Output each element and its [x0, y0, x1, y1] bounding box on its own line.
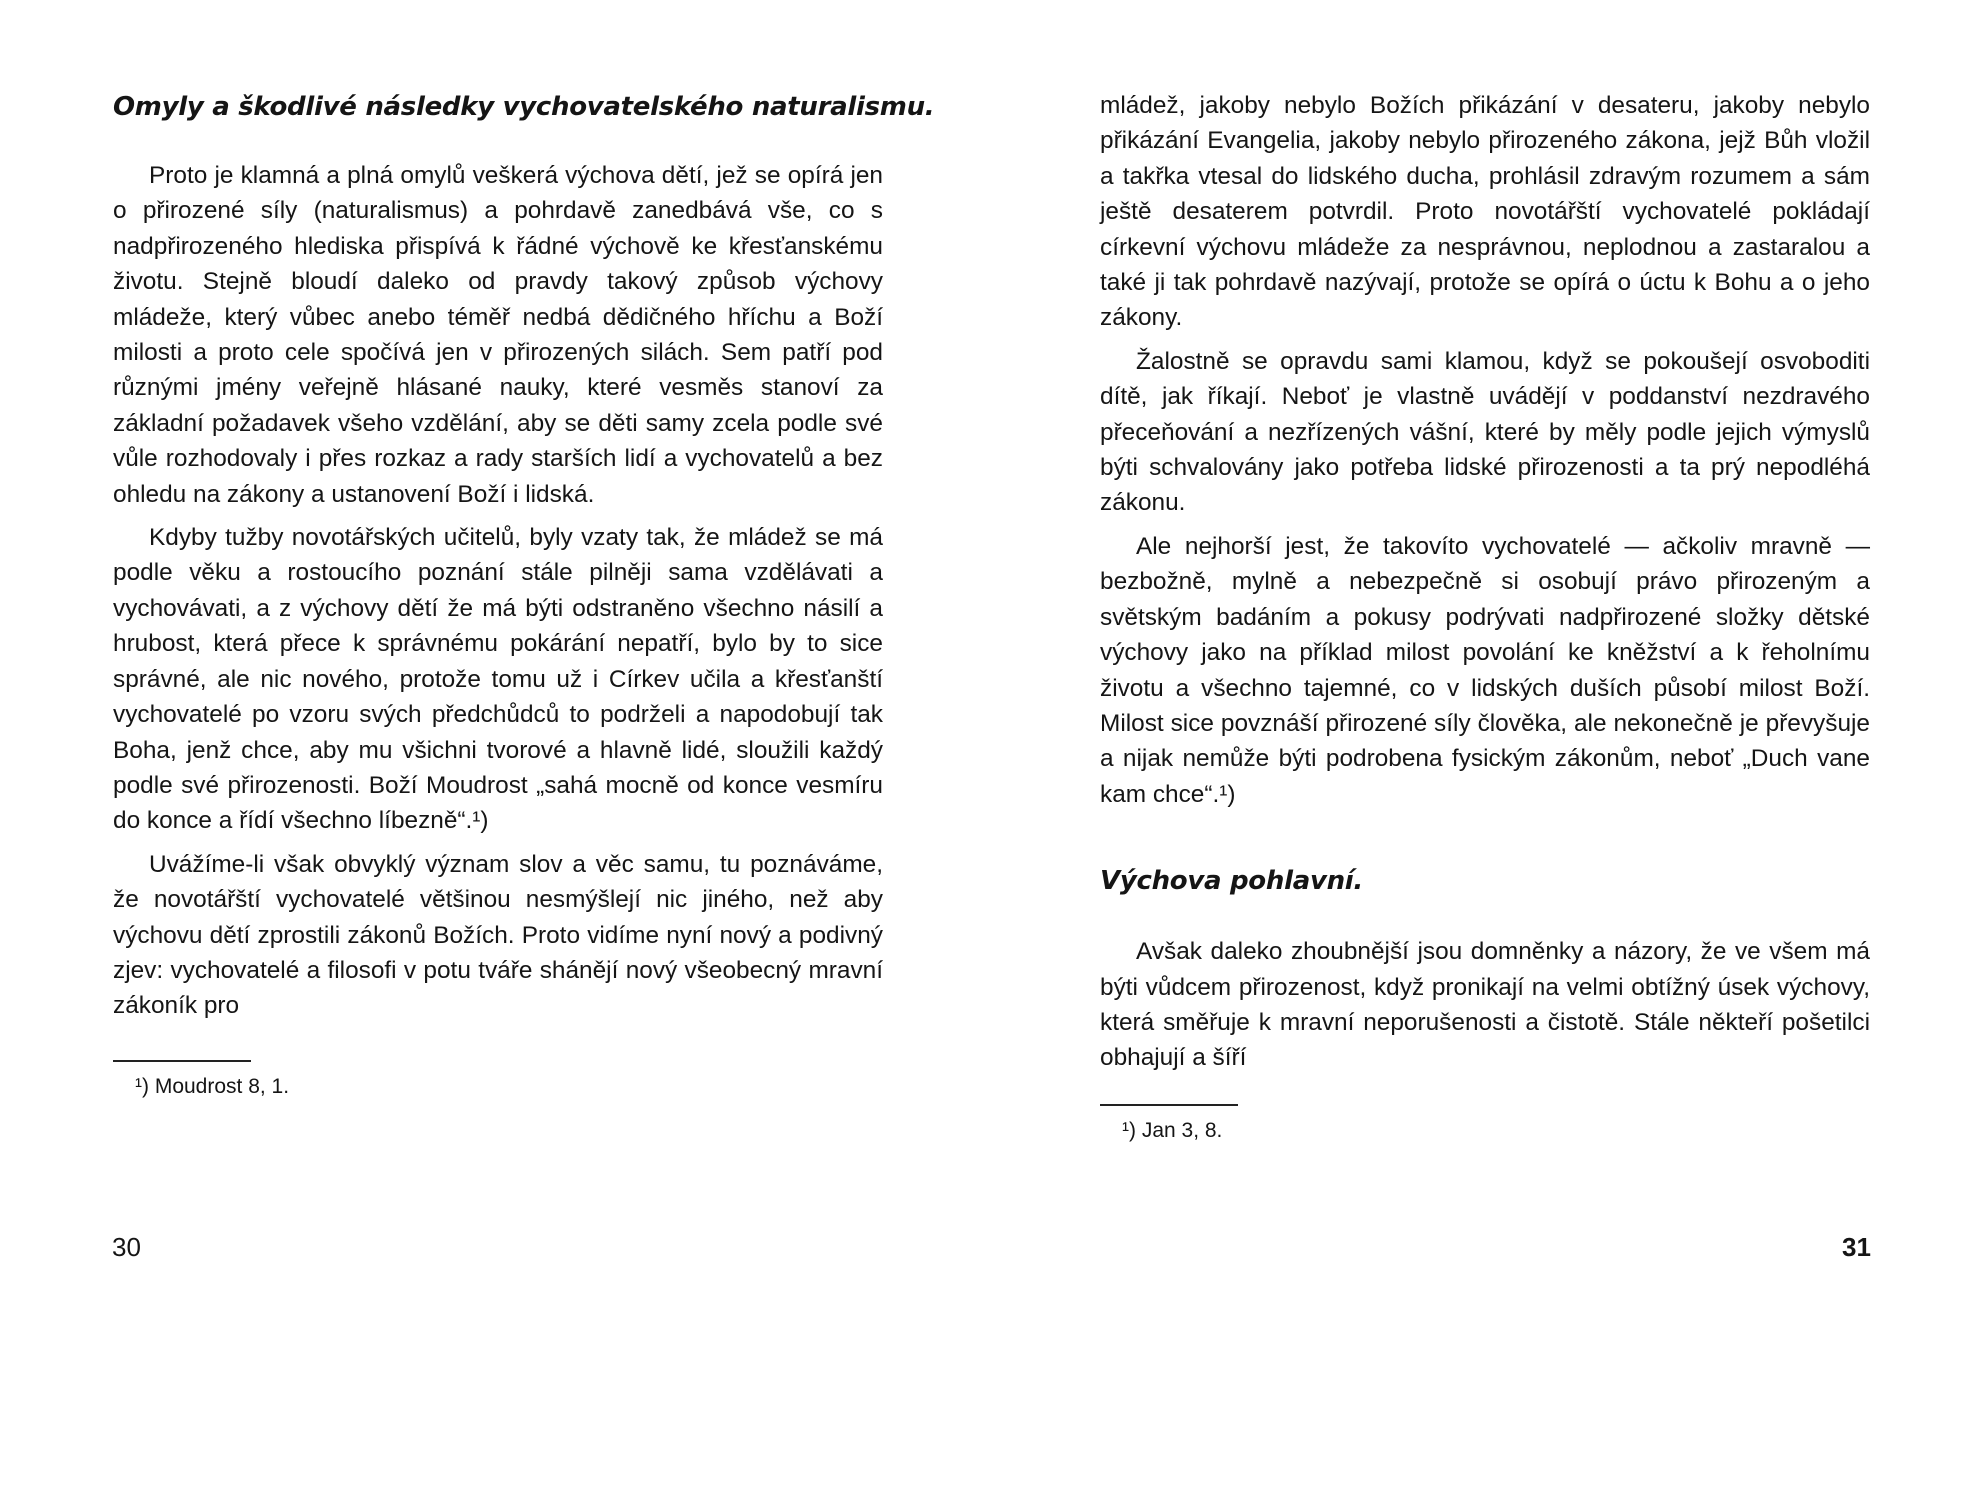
paragraph: Ale nejhorší jest, že takovíto vychovatelé — ačkoliv mravně — bezbožně, mylně a nebezpečně si osobují právo přirozeným a světským badáním a pokusy podrývati nadpřirozené složky dětské výchovy jako na příklad milost povolání ke kněžství a k řeholnímu životu a všechno tajemné, co v lidských duších působí milost Boží. Milost sice povznáší přirozené síly člověka, ale nekonečně je převyšuje a nijak nemůže býti podrobena fysickým zákonům, neboť „Duch vane kam chce“.¹)	[1100, 532, 1870, 808]
page-number: 31	[1842, 1232, 1871, 1262]
right-page	[986, 0, 1972, 1500]
paragraph: Uvážíme-li však obvyklý význam slov a věc samu, tu poznáváme, že novotářští vychovatelé většinou nesmýšlejí nic jiného, než aby výchovu dětí zprostili zákonů Božích. Proto vidíme nyní nový a podivný zjev: vychovatelé a filosofi v potu tváře shánějí nový všeobecný mravní zákoník pro	[113, 850, 883, 1020]
paragraph: Avšak daleko zhoubnější jsou domněnky a názory, že ve všem má býti vůdcem přirozenost, když pronikají na velmi obtížný úsek výchovy, která směřuje k mravní neporušenosti a čistotě. Stále někteří pošetilci obhajují a šíří	[1100, 938, 1870, 1072]
footnote-divider	[1100, 1104, 1238, 1106]
paragraph: Kdyby tužby novotářských učitelů, byly vzaty tak, že mládež se má podle věku a rostoucího poznání stále pilněji sama vzdělávati a vychovávati, a z výchovy dětí že má býti odstraněno všechno násilí a hrubost, která přece k správnému pokárání nepatří, bylo by to sice správné, ale nic nového, protože tomu už i Církev učila a křesťanští vychovatelé po vzoru svých předchůdců to podrželi a napodobují tak Boha, jenž chce, aby mu všichni tvorové a hlavně lidé, sloužili každý podle své přirozenosti. Boží Moudrost „sahá mocně od konce vesmíru do konce a řídí všechno líbezně“.¹)	[113, 524, 883, 835]
paragraph: Proto je klamná a plná omylů veškerá výchova dětí, jež se opírá jen o přirozené síly (naturalismus) a pohrdavě zanedbává vše, co s nadpřirozeného hlediska přispívá k řádné výchově ke křesťanskému životu. Stejně bloudí daleko od pravdy takový způsob výchovy mládeže, který vůbec anebo téměř nedbá dědičného hříchu a Boží milosti a proto cele spočívá jen v přirozených silách. Sem patří pod různými jmény veřejně hlásané nauky, které vesměs stanoví za základní požadavek všeho vzdělání, aby se děti samy zcela podle své vůle rozhodovaly i přes rozkaz a rady starších lidí a vychovatelů a bez ohledu na zákony a ustanovení Boží i lidská.	[113, 162, 883, 508]
footnote-divider	[113, 1060, 251, 1062]
section-heading: Výchova pohlavní.	[1100, 866, 1363, 897]
footnote: ¹) Moudrost 8, 1.	[135, 1074, 290, 1098]
paragraph: Žalostně se opravdu sami klamou, když se pokoušejí osvoboditi dítě, jak říkají. Neboť je vlastně uvádějí v poddanství nezdravého přeceňování a nezřízených vášní, které by měly podle jejich výmyslů býti schvalovány jako potřeba lidské přirozenosti a ta prý nepodléhá zákonu.	[1100, 347, 1870, 517]
footnote: ¹) Jan 3, 8.	[1122, 1118, 1223, 1142]
left-page-column	[113, 88, 935, 1100]
chapter-heading: Omyly a škodlivé následky vychovatelského naturalismu.	[113, 92, 935, 122]
right-page-column	[1100, 88, 1870, 1144]
page-number: 30	[112, 1232, 141, 1262]
paragraph: mládež, jakoby nebylo Božích přikázání v desateru, jakoby nebylo přikázání Evangelia, jakoby nebylo přirozeného zákona, jejž Bůh vložil a takřka vtesal do lidského ducha, prohlásil zdravým rozumem a sám ještě desaterem potvrdil. Proto novotářští vychovatelé pokládají církevní výchovu mládeže za nesprávnou, neplodnou a zastaralou a také ji tak pohrdavě nazývají, protože se opírá o úctu k Bohu a o jeho zákony.	[1100, 92, 1870, 332]
